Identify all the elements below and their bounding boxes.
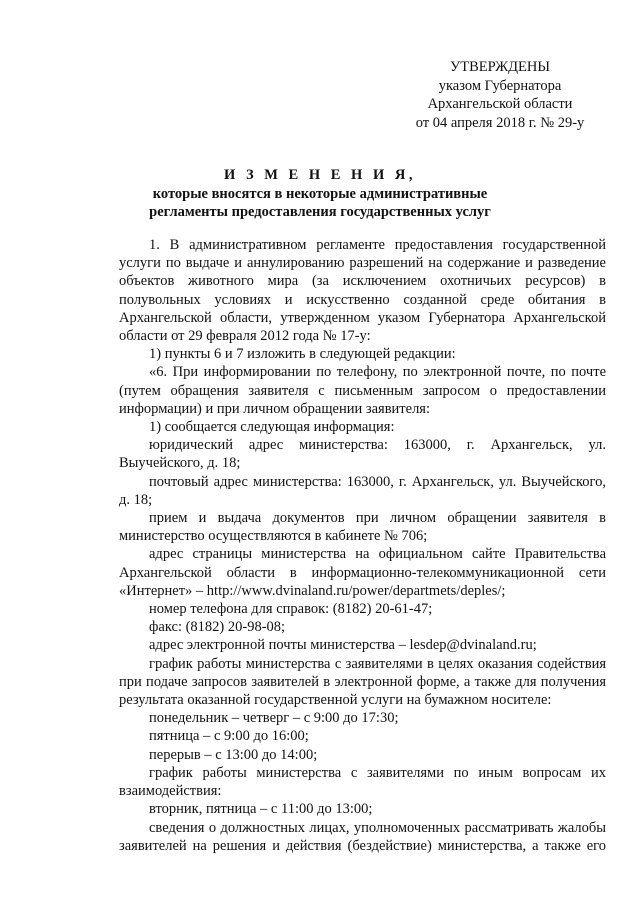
paragraph: перерыв – с 13:00 до 14:00;	[149, 746, 318, 763]
paragraph: «6. При информировании по телефону, по электронной почте, по почте (путем обращения заявителя с письменным запросом о предоставлении информации) и при личном обращении заявителя:	[119, 364, 606, 417]
paragraph: прием и выдача документов при личном обращении заявителя в министерство осуществляются в кабинете № 706;	[119, 510, 606, 545]
document-title	[0, 166, 640, 222]
paragraph: почтовый адрес министерства: 163000, г. Архангельск, ул. Выучейского, д. 18;	[119, 473, 606, 508]
approval-date: от 04 апреля 2018 г. № 29-у	[415, 114, 585, 131]
approval-stamp	[395, 58, 605, 132]
title-subheading-1: которые вносятся в некоторые административные	[152, 185, 488, 202]
paragraph: пятница – с 9:00 до 16:00;	[149, 728, 309, 745]
paragraph: сведения о должностных лицах, уполномоченных рассматривать жалобы заявителей на решения и действия (бездействие) министерства, а также его	[119, 819, 606, 854]
paragraph: 1) пункты 6 и 7 изложить в следующей редакции:	[149, 346, 456, 363]
paragraph: номер телефона для справок: (8182) 20-61-47;	[149, 601, 433, 618]
title-subheading-2: регламенты предоставления государственных услуг	[149, 204, 491, 220]
paragraph: факс: (8182) 20-98-08;	[149, 619, 286, 636]
paragraph: адрес электронной почты министерства – lesdep@dvinaland.ru;	[149, 637, 537, 654]
paragraph: понедельник – четверг – с 9:00 до 17:30;	[149, 710, 399, 727]
paragraph: адрес страницы министерства на официальном сайте Правительства Архангельской области в информационно-телекоммуникационной сети «Интернет» – http://www.dvinaland.ru/power/departmets/deples/;	[119, 546, 606, 599]
document-body	[119, 236, 606, 855]
approval-region: Архангельской области	[427, 96, 573, 112]
title-heading: И З М Е Н Е Н И Я,	[224, 167, 416, 183]
paragraph: вторник, пятница – с 11:00 до 13:00;	[149, 801, 373, 818]
paragraph: график работы министерства с заявителями в целях оказания содействия при подаче запросов заявителей в электронной форме, а также для получения результата оказанной государственной услуги на бумажном носителе:	[119, 655, 606, 709]
approval-title: УТВЕРЖДЕНЫ	[449, 59, 551, 75]
paragraph: 1) сообщается следующая информация:	[149, 419, 395, 436]
paragraph: 1. В административном регламенте предоставления государственной услуги по выдаче и аннулированию разрешений на содержание и разведение объектов животного мира (за исключением охотничьих ресурсов) в полувольных условиях и искусственно созданной среде обитания в Архангельской области, утвержденном указом Губернатора Архангельской области от 29 февраля 2012 года № 17-у:	[119, 237, 606, 345]
paragraph: юридический адрес министерства: 163000, г. Архангельск, ул. Выучейского, д. 18;	[119, 437, 606, 472]
approval-authority: указом Губернатора	[438, 77, 562, 94]
paragraph: график работы министерства с заявителями по иным вопросам их взаимодействия:	[119, 764, 606, 800]
